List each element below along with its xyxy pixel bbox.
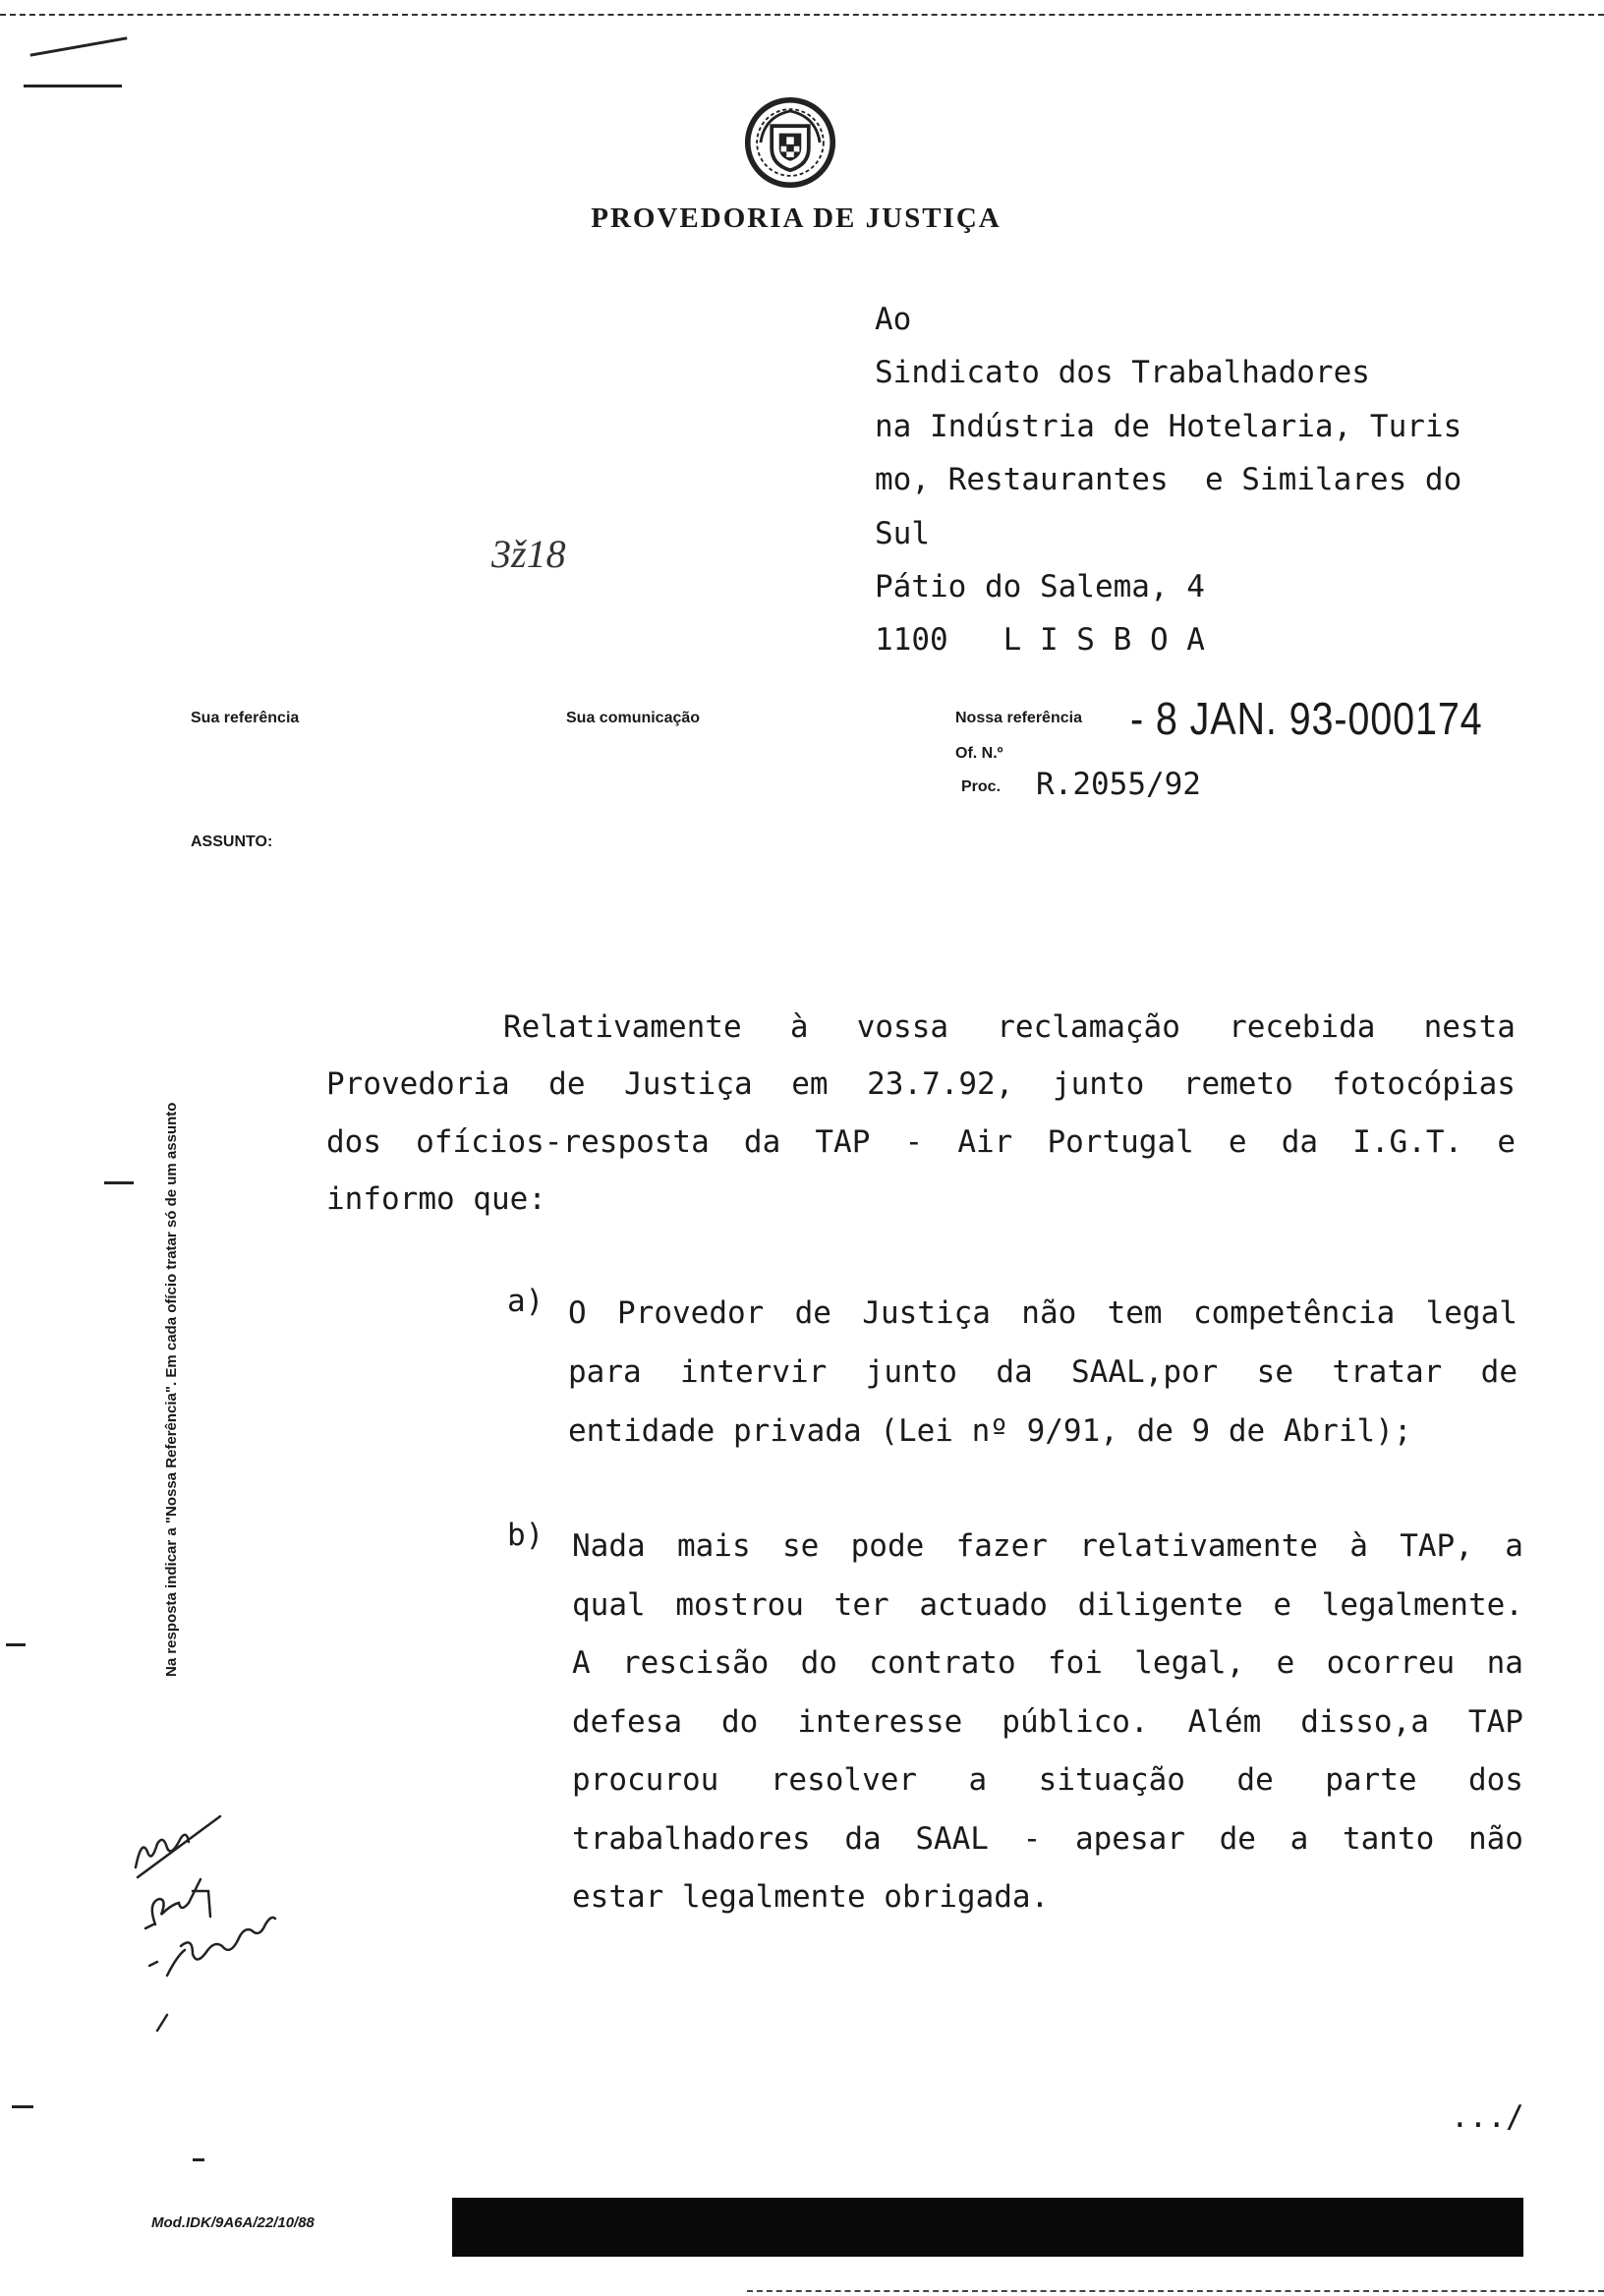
word: legalmente. [1321, 1586, 1523, 1623]
word: de [548, 1066, 586, 1103]
word: e [1228, 1123, 1247, 1160]
word: Relativamente [503, 1009, 742, 1045]
scan-mark [29, 36, 127, 56]
word: da [996, 1354, 1033, 1390]
word: e [1497, 1123, 1516, 1160]
paragraph-line [572, 1810, 1523, 1869]
word: ocorreu [1326, 1645, 1456, 1681]
word: rescisão [622, 1645, 770, 1681]
word: I.G.T. [1352, 1123, 1463, 1160]
paragraph-line [572, 1577, 1523, 1636]
continuation-mark: .../ [1451, 2099, 1524, 2135]
address-line: mo, Restaurantes e Similares do [875, 462, 1462, 498]
form-code: Mod.IDK/9A6A/22/10/88 [151, 2214, 315, 2231]
address-line: Ao [875, 302, 912, 337]
word: legal, [1134, 1645, 1245, 1681]
word: - [904, 1123, 924, 1160]
word: Provedoria [326, 1066, 510, 1103]
word: em [791, 1066, 829, 1103]
word: - [1022, 1820, 1042, 1857]
scan-mark [193, 2158, 204, 2161]
word: Nada [572, 1528, 646, 1564]
word: TAP, [1400, 1528, 1473, 1564]
word: TAP [815, 1123, 871, 1160]
word: 23.7.92, [867, 1066, 1014, 1103]
paragraph-line: estar legalmente obrigada. [572, 1879, 1050, 1915]
word: dos [1467, 1762, 1523, 1798]
word: competência [1192, 1295, 1396, 1331]
word: situação [1038, 1762, 1185, 1798]
word: A [572, 1645, 591, 1681]
word: Justiça [624, 1066, 753, 1103]
address-line: Sindicato dos Trabalhadores [875, 355, 1370, 391]
word: disso,a [1300, 1703, 1429, 1740]
word: Provedor [617, 1295, 765, 1331]
word: dos [326, 1123, 381, 1160]
scan-top-rule [0, 14, 1604, 16]
word: legal [1425, 1295, 1518, 1331]
word: vossa [856, 1009, 949, 1045]
item-b-marker: b) [507, 1518, 544, 1553]
word: público. [1002, 1703, 1149, 1740]
paragraph-line [572, 1751, 1523, 1810]
processo-label: Proc. [961, 778, 1002, 795]
word: defesa [572, 1703, 682, 1740]
word: pode [850, 1528, 925, 1564]
word: ter [833, 1586, 889, 1623]
word: Justiça [862, 1295, 991, 1331]
word: à [789, 1009, 809, 1045]
word: reclamação [997, 1009, 1180, 1045]
word: não [1467, 1820, 1523, 1857]
word: tanto [1342, 1820, 1435, 1857]
word: na [1486, 1645, 1523, 1681]
paragraph-line [572, 1693, 1523, 1752]
word: nesta [1423, 1009, 1516, 1045]
word: Air [957, 1123, 1013, 1160]
word: recebida [1229, 1009, 1376, 1045]
word: tratar [1332, 1354, 1443, 1390]
assunto-label: ASSUNTO: [191, 833, 273, 850]
recipient-address [875, 293, 1461, 667]
word: qual [572, 1586, 646, 1623]
portuguese-coat-of-arms-icon [744, 96, 836, 189]
word: junto [865, 1354, 957, 1390]
paragraph-line [572, 1635, 1523, 1693]
address-line: Pátio do Salema, 4 [875, 569, 1205, 605]
scan-mark [24, 85, 122, 87]
date-reference-stamp: - 8 JAN. 93-000174 [1130, 693, 1483, 744]
word: TAP [1467, 1703, 1523, 1740]
word: ofícios-resposta [416, 1123, 710, 1160]
word: fazer [955, 1528, 1048, 1564]
word: junto [1052, 1066, 1145, 1103]
word: não [1021, 1295, 1077, 1331]
paragraph-line [568, 1343, 1518, 1402]
word: a [1289, 1820, 1309, 1857]
handwritten-number: 3ž18 [491, 532, 566, 576]
word: SAAL [915, 1820, 989, 1857]
word: remeto [1182, 1066, 1293, 1103]
word: e [1276, 1645, 1295, 1681]
word: contrato [869, 1645, 1016, 1681]
scan-mark [12, 2105, 33, 2108]
word: se [781, 1528, 820, 1564]
word: O [568, 1295, 587, 1331]
item-b-paragraph [572, 1518, 1523, 1927]
word: Portugal [1047, 1123, 1194, 1160]
nossa-referencia-label: Nossa referência [955, 710, 1082, 726]
word: foi [1047, 1645, 1103, 1681]
sua-referencia-label: Sua referência [191, 710, 300, 726]
word: interesse [797, 1703, 963, 1740]
word: SAAL,por [1071, 1354, 1219, 1390]
address-line: 1100 L I S B O A [875, 622, 1205, 659]
paragraph-line [326, 1114, 1516, 1171]
word: de [794, 1295, 831, 1331]
word: mais [676, 1528, 751, 1564]
letterhead-title: PROVEDORIA DE JUSTIÇA [591, 202, 1002, 234]
paragraph-line [326, 1056, 1516, 1113]
word: diligente [1077, 1586, 1243, 1623]
address-line: Sul [875, 515, 930, 551]
word: a [1505, 1528, 1523, 1564]
intro-paragraph [326, 999, 1516, 1229]
margin-note: Na resposta indicar a "Nossa Referência". Em cada ofício tratar só de um assunto [163, 1102, 180, 1677]
handwritten-annotation-icon [128, 1808, 334, 2035]
word: da [1281, 1123, 1319, 1160]
word: actuado [919, 1586, 1048, 1623]
word: fotocópias [1332, 1066, 1516, 1103]
scan-bottom-rule [747, 2290, 1604, 2292]
item-a-paragraph [568, 1284, 1518, 1461]
word: parte [1325, 1762, 1417, 1798]
paragraph-line [326, 999, 1516, 1056]
word: Além [1187, 1703, 1262, 1740]
word: trabalhadores [572, 1820, 811, 1857]
item-a-marker: a) [507, 1284, 544, 1319]
word: mostrou [675, 1586, 804, 1623]
word: à [1349, 1528, 1368, 1564]
paragraph-line: entidade privada (Lei nº 9/91, de 9 de Abril); [568, 1413, 1412, 1449]
word: de [1236, 1762, 1274, 1798]
word: do [720, 1703, 759, 1740]
address-line: na Indústria de Hotelaria, Turis [875, 408, 1462, 444]
paragraph-line [572, 1518, 1523, 1577]
word: da [743, 1123, 781, 1160]
sua-comunicacao-label: Sua comunicação [566, 710, 701, 726]
word: do [800, 1645, 837, 1681]
word: relativamente [1079, 1528, 1318, 1564]
word: procurou [572, 1762, 719, 1798]
word: a [968, 1762, 988, 1798]
processo-number: R.2055/92 [1036, 767, 1201, 802]
word: e [1273, 1586, 1291, 1623]
oficio-number-label: Of. N.º [955, 745, 1003, 762]
word: de [1480, 1354, 1518, 1390]
word: de [1219, 1820, 1256, 1857]
scan-mark [6, 1643, 26, 1646]
redaction-bar [452, 2198, 1523, 2257]
word: para [568, 1354, 642, 1390]
word: tem [1107, 1295, 1163, 1331]
paragraph-line [568, 1284, 1518, 1343]
scan-mark [104, 1181, 134, 1184]
word: da [844, 1820, 882, 1857]
word: intervir [680, 1354, 828, 1390]
paragraph-line: informo que: [326, 1181, 546, 1218]
word: apesar [1074, 1820, 1185, 1857]
word: resolver [770, 1762, 918, 1798]
word: se [1256, 1354, 1293, 1390]
